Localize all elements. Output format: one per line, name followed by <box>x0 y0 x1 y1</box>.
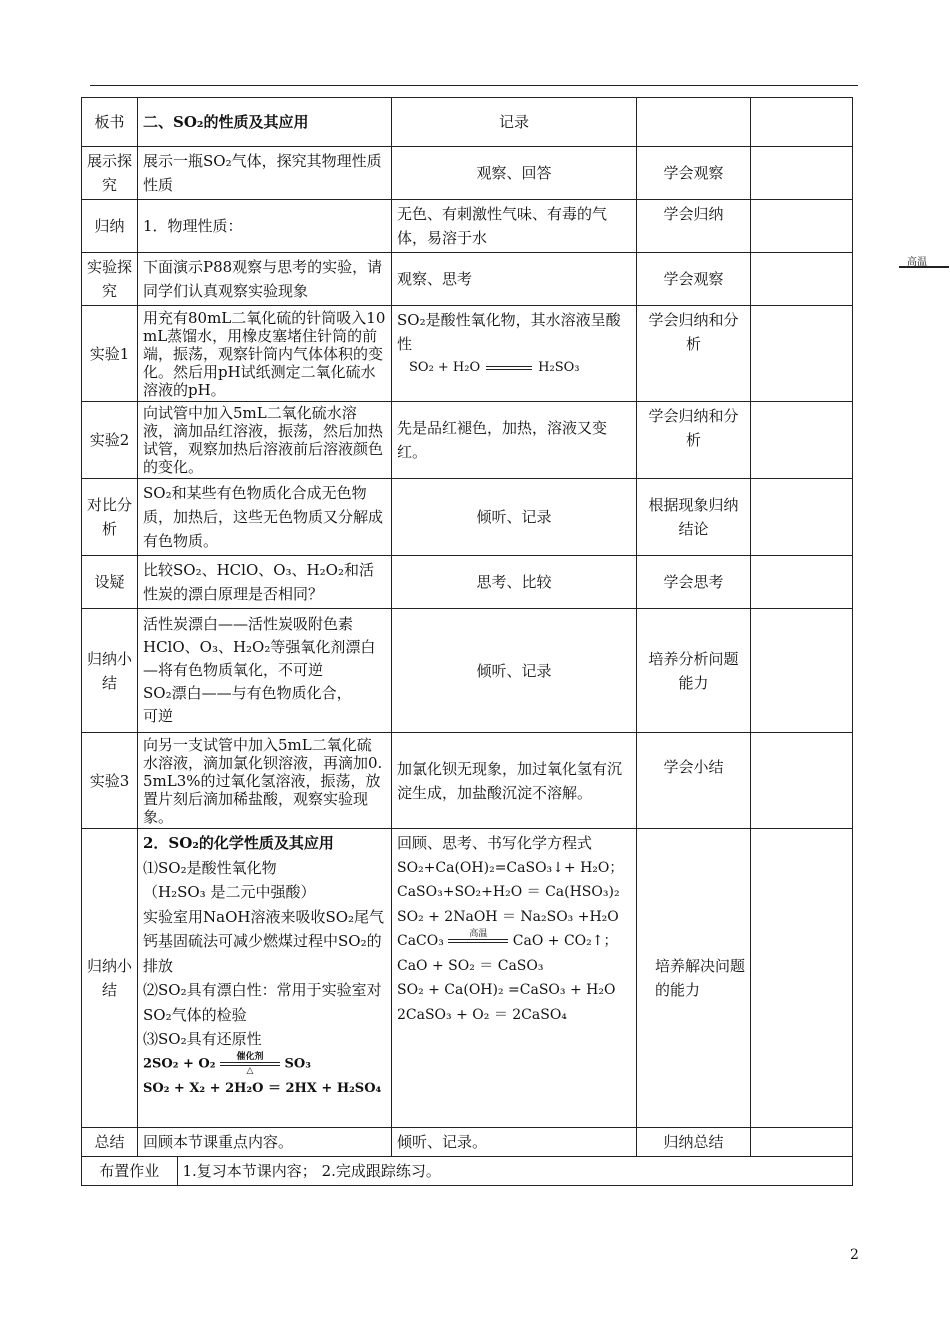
row-extra <box>751 98 853 147</box>
row-content: SO₂和某些有色物质化合成无色物质，加热后，这些无色物质又分解成有色物质。 <box>138 479 392 556</box>
row-purpose: 根据现象归纳结论 <box>637 479 751 556</box>
row-label: 对比分析 <box>82 479 138 556</box>
condition-bottom: △ <box>246 1065 254 1076</box>
table-row <box>82 402 853 479</box>
row-purpose: 学会归纳和分析 <box>637 402 751 479</box>
student-line: CaO + SO₂ ＝ CaSO₃ <box>397 957 544 974</box>
row-label: 归纳 <box>82 200 138 253</box>
row-extra <box>751 479 853 556</box>
row-content: 展示一瓶SO₂气体，探究其物理性质性质 <box>138 147 392 200</box>
row-student: 倾听、记录 <box>392 609 637 733</box>
header-rule <box>90 85 858 86</box>
content-line: ⑶SO₂具有还原性 <box>143 1030 262 1048</box>
table-row <box>82 1128 853 1157</box>
row-student: 倾听、记录。 <box>392 1128 637 1157</box>
table-row <box>82 253 853 306</box>
row-content: 二、SO₂的性质及其应用 <box>138 98 392 147</box>
table-row <box>82 479 853 556</box>
row-content <box>138 829 392 1128</box>
content-line: （H₂SO₃ 是二元中强酸） <box>143 883 316 901</box>
row-student: 观察、回答 <box>392 147 637 200</box>
row-content <box>138 609 392 733</box>
row-extra <box>751 402 853 479</box>
content-line: 2．SO₂的化学性质及其应用 <box>143 834 334 852</box>
row-student <box>392 829 637 1128</box>
row-label: 实验3 <box>82 733 138 829</box>
content-line: HClO、O₃、H₂O₂等强氧化剂漂白—将有色物质氧化，不可逆 <box>143 638 376 679</box>
row-purpose: 学会小结 <box>637 733 751 829</box>
student-line: SO₂ + 2NaOH ＝ Na₂SO₃ +H₂O <box>397 908 619 925</box>
row-label: 实验探究 <box>82 253 138 306</box>
row-purpose: 培养分析问题能力 <box>637 609 751 733</box>
row-content: 下面演示P88观察与思考的实验，请同学们认真观察实验现象 <box>138 253 392 306</box>
row-purpose: 学会归纳 <box>637 200 751 253</box>
table-row <box>82 98 853 147</box>
row-content: 用充有80mL二氧化硫的针筒吸入10mL蒸馏水，用橡皮塞堵住针筒的前端，振荡，观察针筒内气体体积的变化。然后用pH试纸测定二氧化硫水溶液的pH。 <box>138 306 392 402</box>
row-label: 总结 <box>82 1128 138 1157</box>
row-label: 实验1 <box>82 306 138 402</box>
content-line: 钙基固硫法可减少燃煤过程中SO₂的排放 <box>143 932 382 975</box>
row-extra <box>751 253 853 306</box>
row-label: 展示探究 <box>82 147 138 200</box>
eq-right: SO₃ <box>284 1056 311 1071</box>
content-line: 可逆 <box>143 707 174 725</box>
row-student: 观察、思考 <box>392 253 637 306</box>
table-row <box>82 147 853 200</box>
student-line: SO₂ + Ca(OH)₂ =CaSO₃ + H₂O <box>397 982 616 998</box>
table-row <box>82 306 853 402</box>
row-extra <box>751 733 853 829</box>
side-rule <box>899 266 949 268</box>
table-row <box>82 200 853 253</box>
row-student <box>392 306 637 402</box>
reversible-arrow-icon <box>486 364 532 372</box>
row-purpose: 学会思考 <box>637 556 751 609</box>
content-line: 实验室用NaOH溶液来吸收SO₂尾气 <box>143 907 385 926</box>
row-purpose: 学会归纳和分析 <box>637 306 751 402</box>
content-line: ⑴SO₂是酸性氧化物 <box>143 858 277 877</box>
table-row <box>82 556 853 609</box>
row-label: 设疑 <box>82 556 138 609</box>
row-purpose: 培养解决问题的能力 <box>637 829 751 1128</box>
high-temp-equation <box>397 929 631 954</box>
row-student: 记录 <box>392 98 637 147</box>
row-content: 向另一支试管中加入5mL二氧化硫水溶液，滴加氯化钡溶液，再滴加0.5mL3%的过氧化氢溶液，振荡，放置片刻后滴加稀盐酸，观察实验现象。 <box>138 733 392 829</box>
row-student: 加氯化钡无现象，加过氧化氢有沉淀生成，加盐酸沉淀不溶解。 <box>392 733 637 829</box>
row-student: 无色、有刺激性气味、有毒的气体，易溶于水 <box>392 200 637 253</box>
catalyst-arrow-icon <box>220 1052 280 1076</box>
homework-row <box>82 1157 853 1186</box>
content-line: ⑵SO₂具有漂白性：常用于实验室对SO₂气体的检验 <box>143 981 382 1024</box>
row-label: 实验2 <box>82 402 138 479</box>
row-extra <box>751 147 853 200</box>
side-label: 高温 <box>907 257 927 268</box>
content-line: SO₂漂白——与有色物质化合， <box>143 684 352 702</box>
row-student: 思考、比较 <box>392 556 637 609</box>
row-content: 回顾本节课重点内容。 <box>138 1128 392 1157</box>
eq-left: SO₂ + H₂O <box>409 360 481 375</box>
student-line: CaSO₃+SO₂+H₂O ＝ Ca(HSO₃)₂ <box>397 884 620 900</box>
row-extra <box>751 829 853 1128</box>
row-content: 比较SO₂、HClO、O₃、H₂O₂和活性炭的漂白原理是否相同？ <box>138 556 392 609</box>
homework-label: 布置作业 <box>82 1157 177 1185</box>
row-purpose <box>637 98 751 147</box>
high-temp-arrow-icon <box>448 929 508 953</box>
table-row <box>82 609 853 733</box>
content-line: 活性炭漂白——活性炭吸附色素 <box>143 615 354 633</box>
equilibrium-equation <box>397 356 631 380</box>
row-extra <box>751 609 853 733</box>
row-extra <box>751 556 853 609</box>
student-line: SO₂+Ca(OH)₂=CaSO₃↓+ H₂O； <box>397 859 624 876</box>
page-number: 2 <box>850 1247 859 1263</box>
eq-right: H₂SO₃ <box>538 360 580 375</box>
homework-content: 1.复习本节课内容； 2.完成跟踪练习。 <box>182 1162 441 1180</box>
row-purpose: 归纳总结 <box>637 1128 751 1157</box>
student-line: 回顾、思考、书写化学方程式 <box>397 834 593 852</box>
row-label: 板书 <box>82 98 138 147</box>
eq-left: 2SO₂ + O₂ <box>143 1056 216 1071</box>
row-purpose: 学会观察 <box>637 253 751 306</box>
lesson-plan-table <box>81 97 853 1186</box>
row-content: 1．物理性质： <box>138 200 392 253</box>
row-student: 先是品红褪色，加热，溶液又变红。 <box>392 402 637 479</box>
row-purpose: 学会观察 <box>637 147 751 200</box>
row-extra <box>751 200 853 253</box>
table-row <box>82 733 853 829</box>
row-content: 向试管中加入5mL二氧化硫水溶液，滴加品红溶液，振荡，然后加热试管，观察加热后溶液前后溶液颜色的变化。 <box>138 402 392 479</box>
student-text: SO₂是酸性氧化物，其水溶液呈酸性 <box>397 311 621 353</box>
row-label: 归纳小结 <box>82 609 138 733</box>
condition-top: 催化剂 <box>236 1051 264 1062</box>
row-extra <box>751 1128 853 1157</box>
catalytic-equation <box>143 1052 386 1077</box>
student-line: 2CaSO₃ + O₂ ＝ 2CaSO₄ <box>397 1006 567 1023</box>
row-label: 归纳小结 <box>82 829 138 1128</box>
table-row <box>82 829 853 1128</box>
content-equation: SO₂ + X₂ + 2H₂O ＝ 2HX + H₂SO₄ <box>143 1080 382 1096</box>
condition-top: 高温 <box>469 929 488 939</box>
row-student: 倾听、记录 <box>392 479 637 556</box>
row-extra <box>751 306 853 402</box>
eq-left: CaCO₃ <box>397 933 444 949</box>
eq-right: CaO + CO₂↑； <box>512 933 618 949</box>
